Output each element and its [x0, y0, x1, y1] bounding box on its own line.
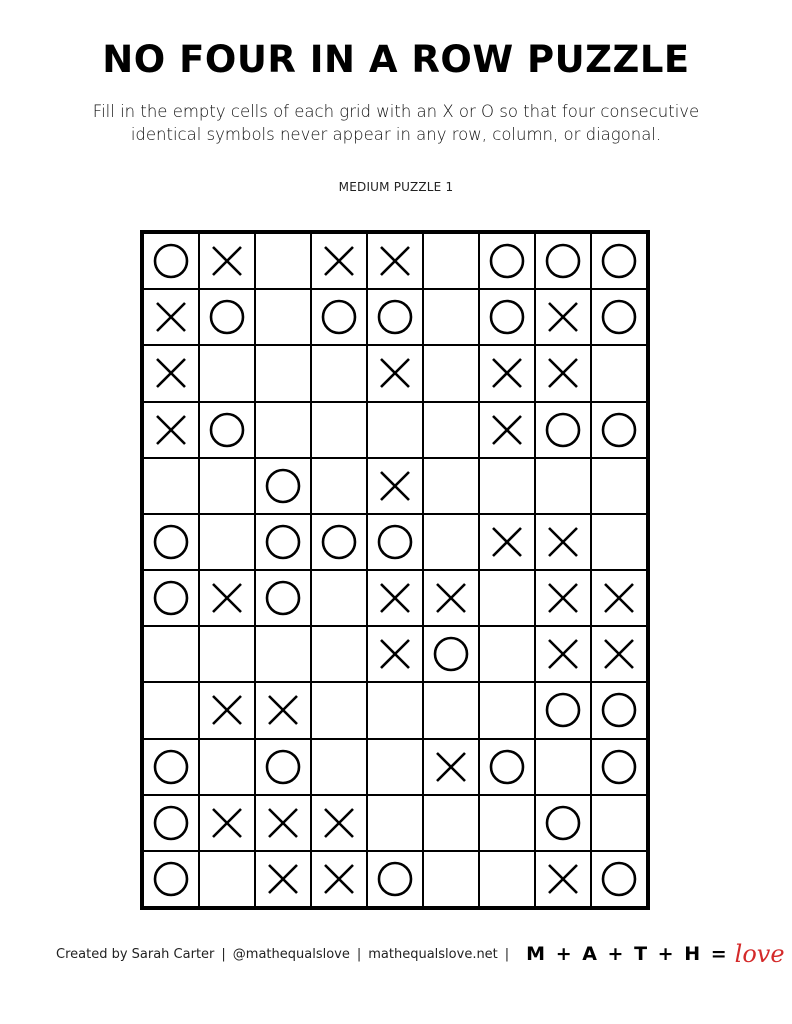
grid-cell-filled	[591, 289, 647, 345]
footer	[56, 940, 785, 968]
o-mark-icon	[209, 412, 245, 448]
grid-cell-filled	[255, 570, 311, 626]
puzzle-grid	[140, 230, 650, 910]
o-mark-icon	[489, 299, 525, 335]
grid-cell-empty[interactable]	[199, 626, 255, 682]
grid-cell-filled	[311, 795, 367, 851]
x-mark-icon	[209, 243, 245, 279]
grid-cell-filled	[423, 739, 479, 795]
grid-cell-empty[interactable]	[423, 458, 479, 514]
x-mark-icon	[265, 805, 301, 841]
x-mark-icon	[377, 636, 413, 672]
grid-cell-filled	[535, 402, 591, 458]
grid-cell-filled	[199, 682, 255, 738]
x-mark-icon	[265, 692, 301, 728]
footer-separator: |	[504, 946, 510, 962]
o-mark-icon	[265, 524, 301, 560]
grid-cell-empty[interactable]	[255, 402, 311, 458]
grid-cell-filled	[535, 851, 591, 907]
o-mark-icon	[601, 749, 637, 785]
instructions-text: Fill in the empty cells of each grid with an X or O so that four consecutive identical symbols never appear in any row, column, or diagonal.	[92, 102, 700, 144]
grid-cell-empty[interactable]	[199, 458, 255, 514]
grid-cell-filled	[143, 851, 199, 907]
x-mark-icon	[545, 524, 581, 560]
grid-cell-filled	[255, 795, 311, 851]
grid-cell-filled	[591, 626, 647, 682]
grid-cell-filled	[367, 570, 423, 626]
grid-cell-empty[interactable]	[199, 851, 255, 907]
grid-cell-empty[interactable]	[311, 570, 367, 626]
grid-cell-filled	[535, 345, 591, 401]
x-mark-icon	[545, 355, 581, 391]
grid-cell-empty[interactable]	[479, 682, 535, 738]
footer-handle: @mathequalslove	[232, 946, 350, 962]
o-mark-icon	[265, 580, 301, 616]
grid-cell-empty[interactable]	[199, 514, 255, 570]
grid-cell-filled	[199, 289, 255, 345]
grid-cell-empty[interactable]	[479, 458, 535, 514]
o-mark-icon	[545, 692, 581, 728]
o-mark-icon	[209, 299, 245, 335]
x-mark-icon	[209, 805, 245, 841]
grid-cell-filled	[311, 851, 367, 907]
grid-cell-empty[interactable]	[423, 402, 479, 458]
x-mark-icon	[377, 243, 413, 279]
grid-cell-filled	[199, 570, 255, 626]
grid-cell-empty[interactable]	[311, 345, 367, 401]
grid-cell-filled	[479, 233, 535, 289]
grid-cell-empty[interactable]	[367, 402, 423, 458]
o-mark-icon	[601, 412, 637, 448]
grid-cell-filled	[143, 402, 199, 458]
grid-cell-filled	[479, 739, 535, 795]
o-mark-icon	[377, 861, 413, 897]
grid-cell-empty[interactable]	[367, 795, 423, 851]
x-mark-icon	[321, 805, 357, 841]
brand-logo	[526, 940, 784, 968]
brand-love: love	[734, 940, 785, 968]
x-mark-icon	[377, 580, 413, 616]
grid-cell-filled	[255, 739, 311, 795]
grid-cell-empty[interactable]	[311, 458, 367, 514]
grid-cell-filled	[255, 514, 311, 570]
grid-cell-filled	[479, 345, 535, 401]
grid-cell-empty[interactable]	[143, 682, 199, 738]
grid-cell-filled	[423, 570, 479, 626]
grid-cell-empty[interactable]	[423, 345, 479, 401]
grid-cell-filled	[143, 739, 199, 795]
o-mark-icon	[545, 805, 581, 841]
o-mark-icon	[153, 243, 189, 279]
x-mark-icon	[433, 749, 469, 785]
footer-separator: |	[221, 946, 226, 962]
grid-cell-filled	[143, 345, 199, 401]
grid-cell-filled	[199, 795, 255, 851]
grid-cell-empty[interactable]	[479, 795, 535, 851]
o-mark-icon	[265, 468, 301, 504]
x-mark-icon	[209, 580, 245, 616]
o-mark-icon	[377, 524, 413, 560]
grid-cell-filled	[591, 402, 647, 458]
o-mark-icon	[601, 299, 637, 335]
grid-cell-filled	[535, 289, 591, 345]
grid-cell-filled	[367, 345, 423, 401]
grid-cell-empty[interactable]	[367, 682, 423, 738]
grid-cell-filled	[479, 402, 535, 458]
grid-cell-filled	[591, 851, 647, 907]
grid-cell-empty[interactable]	[143, 458, 199, 514]
x-mark-icon	[489, 412, 525, 448]
grid-cell-empty[interactable]	[423, 233, 479, 289]
grid-cell-empty[interactable]	[255, 345, 311, 401]
grid-cell-filled	[143, 514, 199, 570]
o-mark-icon	[377, 299, 413, 335]
o-mark-icon	[489, 243, 525, 279]
o-mark-icon	[489, 749, 525, 785]
grid-cell-empty[interactable]	[591, 514, 647, 570]
x-mark-icon	[545, 861, 581, 897]
grid-cell-empty[interactable]	[535, 458, 591, 514]
grid-cell-filled	[535, 514, 591, 570]
o-mark-icon	[545, 412, 581, 448]
o-mark-icon	[321, 299, 357, 335]
footer-credit: Created by Sarah Carter	[56, 946, 215, 962]
grid-cell-filled	[367, 458, 423, 514]
grid-cell-empty[interactable]	[423, 851, 479, 907]
grid-cell-empty[interactable]	[423, 682, 479, 738]
grid-cell-filled	[311, 289, 367, 345]
x-mark-icon	[321, 243, 357, 279]
grid-cell-filled	[199, 233, 255, 289]
o-mark-icon	[153, 524, 189, 560]
grid-cell-filled	[143, 233, 199, 289]
x-mark-icon	[433, 580, 469, 616]
grid-cell-empty[interactable]	[255, 233, 311, 289]
grid-cell-filled	[535, 682, 591, 738]
grid-cell-filled	[311, 233, 367, 289]
grid-cell-filled	[143, 795, 199, 851]
grid-cell-filled	[199, 402, 255, 458]
x-mark-icon	[377, 468, 413, 504]
brand-text: M + A + T + H =	[526, 943, 729, 965]
x-mark-icon	[545, 299, 581, 335]
o-mark-icon	[153, 805, 189, 841]
o-mark-icon	[545, 243, 581, 279]
x-mark-icon	[601, 580, 637, 616]
grid-cell-filled	[367, 514, 423, 570]
x-mark-icon	[321, 861, 357, 897]
grid-cell-filled	[535, 570, 591, 626]
o-mark-icon	[601, 243, 637, 279]
o-mark-icon	[153, 861, 189, 897]
o-mark-icon	[601, 692, 637, 728]
grid-cell-empty[interactable]	[311, 682, 367, 738]
grid-cell-filled	[479, 289, 535, 345]
grid-cell-empty[interactable]	[423, 289, 479, 345]
o-mark-icon	[265, 749, 301, 785]
o-mark-icon	[601, 861, 637, 897]
x-mark-icon	[153, 355, 189, 391]
grid-cell-filled	[143, 570, 199, 626]
o-mark-icon	[153, 749, 189, 785]
grid-cell-empty[interactable]	[311, 739, 367, 795]
x-mark-icon	[209, 692, 245, 728]
x-mark-icon	[153, 299, 189, 335]
grid-cell-empty[interactable]	[199, 739, 255, 795]
grid-cell-filled	[535, 233, 591, 289]
grid-cell-filled	[255, 682, 311, 738]
grid-cell-empty[interactable]	[311, 626, 367, 682]
x-mark-icon	[265, 861, 301, 897]
x-mark-icon	[545, 636, 581, 672]
footer-website[interactable]: mathequalslove.net	[368, 946, 498, 962]
grid-cell-empty[interactable]	[479, 851, 535, 907]
puzzle-subtitle: MEDIUM PUZZLE 1	[338, 180, 454, 194]
grid-cell-filled	[367, 851, 423, 907]
grid-cell-filled	[367, 289, 423, 345]
o-mark-icon	[153, 580, 189, 616]
page-title: NO FOUR IN A ROW PUZZLE	[102, 38, 690, 81]
grid-cell-filled	[535, 795, 591, 851]
grid-cell-empty[interactable]	[591, 345, 647, 401]
grid-cell-empty[interactable]	[423, 795, 479, 851]
grid-cell-filled	[423, 626, 479, 682]
x-mark-icon	[153, 412, 189, 448]
grid-cell-filled	[255, 851, 311, 907]
x-mark-icon	[601, 636, 637, 672]
grid-cell-filled	[367, 233, 423, 289]
grid-cell-filled	[255, 458, 311, 514]
grid-cell-empty[interactable]	[479, 626, 535, 682]
grid-cell-filled	[367, 626, 423, 682]
grid-cell-empty[interactable]	[255, 289, 311, 345]
grid-cell-filled	[591, 570, 647, 626]
x-mark-icon	[489, 355, 525, 391]
grid-cell-filled	[591, 682, 647, 738]
grid-cell-filled	[479, 514, 535, 570]
grid-cell-empty[interactable]	[311, 402, 367, 458]
o-mark-icon	[321, 524, 357, 560]
grid-cell-empty[interactable]	[591, 795, 647, 851]
grid-cell-empty[interactable]	[143, 626, 199, 682]
grid-cell-empty[interactable]	[479, 570, 535, 626]
grid-cell-filled	[535, 626, 591, 682]
grid-cell-empty[interactable]	[255, 626, 311, 682]
footer-separator: |	[356, 946, 362, 962]
grid-cell-filled	[591, 739, 647, 795]
grid-cell-filled	[591, 233, 647, 289]
x-mark-icon	[489, 524, 525, 560]
grid-cell-empty[interactable]	[199, 345, 255, 401]
x-mark-icon	[545, 580, 581, 616]
grid-cell-empty[interactable]	[367, 739, 423, 795]
o-mark-icon	[433, 636, 469, 672]
grid-cell-filled	[143, 289, 199, 345]
grid-cell-empty[interactable]	[591, 458, 647, 514]
grid-cell-filled	[311, 514, 367, 570]
x-mark-icon	[377, 355, 413, 391]
grid-cell-empty[interactable]	[535, 739, 591, 795]
grid-cell-empty[interactable]	[423, 514, 479, 570]
